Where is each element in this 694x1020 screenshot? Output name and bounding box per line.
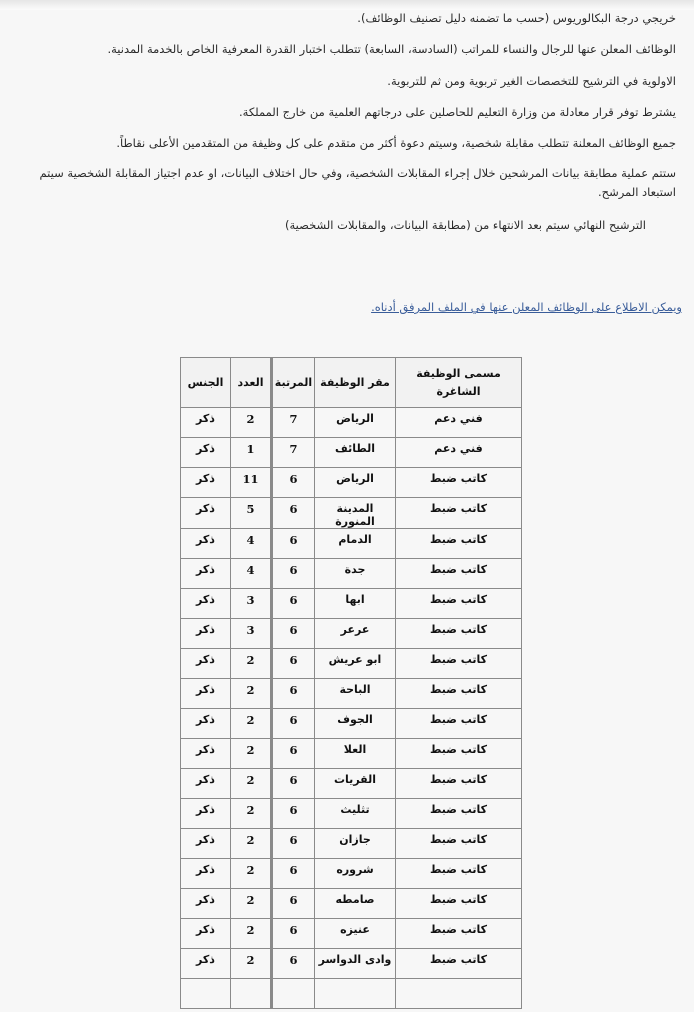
- cell-job-title: كاتب ضبط: [396, 949, 522, 979]
- cell-location: شروره: [315, 859, 396, 889]
- cell-count: 1: [231, 438, 272, 468]
- paragraph-ability-test: الوظائف المعلن عنها للرجال والنساء للمراتب (السادسة، السابعة) تتطلب اختبار القدرة المعرفية الخاص بالخدمة المدنية.: [107, 42, 676, 56]
- cell-count: 2: [231, 408, 272, 438]
- header-job-title: مسمى الوظيفة الشاغرة: [396, 358, 522, 408]
- bottom-band: [0, 1012, 694, 1020]
- cell-location: [315, 979, 396, 1009]
- cell-rank: 6: [272, 949, 315, 979]
- table-row: [181, 859, 522, 889]
- table-row: [181, 949, 522, 979]
- cell-location: الرياض: [315, 468, 396, 498]
- cell-count: 2: [231, 709, 272, 739]
- paragraph-final-nomination: الترشيح النهائي سيتم بعد الانتهاء من (مطابقة البيانات، والمقابلات الشخصية): [284, 218, 646, 232]
- cell-count: 2: [231, 859, 272, 889]
- cell-job-title: كاتب ضبط: [396, 559, 522, 589]
- table-row: [181, 829, 522, 859]
- cell-gender: ذكر: [181, 859, 231, 889]
- cell-job-title: كاتب ضبط: [396, 679, 522, 709]
- cell-count: 2: [231, 679, 272, 709]
- cell-rank: [272, 979, 315, 1009]
- cell-rank: 6: [272, 829, 315, 859]
- cell-rank: 6: [272, 769, 315, 799]
- paragraph-data-matching: ستتم عملية مطابقة بيانات المرشحين خلال إجراء المقابلات الشخصية، وفي حال اختلاف البيانات، او عدم اجتياز المقابلة الشخصية سيتم استبعاد المرشح.: [39, 166, 676, 199]
- cell-job-title: فني دعم: [396, 408, 522, 438]
- table-row: [181, 739, 522, 769]
- cell-location: الجوف: [315, 709, 396, 739]
- cell-job-title: كاتب ضبط: [396, 498, 522, 529]
- cell-job-title: كاتب ضبط: [396, 619, 522, 649]
- table-row: [181, 889, 522, 919]
- table-row: [181, 498, 522, 529]
- table-row: [181, 709, 522, 739]
- cell-count: 2: [231, 949, 272, 979]
- cell-gender: ذكر: [181, 408, 231, 438]
- cell-gender: ذكر: [181, 919, 231, 949]
- cell-gender: ذكر: [181, 949, 231, 979]
- cell-location: تثليث: [315, 799, 396, 829]
- cell-rank: 7: [272, 438, 315, 468]
- cell-location: الباحة: [315, 679, 396, 709]
- cell-gender: ذكر: [181, 889, 231, 919]
- cell-location: وادى الدواسر: [315, 949, 396, 979]
- cell-job-title: [396, 979, 522, 1009]
- paragraph-priority: الاولوية في الترشيح للتخصصات الغير تربوية ومن ثم للتربوية.: [387, 74, 676, 88]
- cell-job-title: كاتب ضبط: [396, 859, 522, 889]
- cell-job-title: كاتب ضبط: [396, 589, 522, 619]
- cell-rank: 6: [272, 589, 315, 619]
- table-row: [181, 619, 522, 649]
- paragraph-equivalency: يشترط توفر قرار معادلة من وزارة التعليم للحاصلين على درجاتهم العلمية من خارج المملكة.: [239, 105, 676, 119]
- cell-job-title: كاتب ضبط: [396, 709, 522, 739]
- cell-location: الرياض: [315, 408, 396, 438]
- cell-count: [231, 979, 272, 1009]
- cell-gender: ذكر: [181, 679, 231, 709]
- cell-job-title: كاتب ضبط: [396, 829, 522, 859]
- cell-location: الطائف: [315, 438, 396, 468]
- cell-gender: ذكر: [181, 498, 231, 529]
- cell-gender: ذكر: [181, 769, 231, 799]
- cell-location: الدمام: [315, 529, 396, 559]
- cell-location: عنيزه: [315, 919, 396, 949]
- cell-job-title: كاتب ضبط: [396, 889, 522, 919]
- cell-job-title: كاتب ضبط: [396, 468, 522, 498]
- cell-rank: 6: [272, 799, 315, 829]
- cell-job-title: كاتب ضبط: [396, 769, 522, 799]
- cell-rank: 6: [272, 739, 315, 769]
- cell-location: جازان: [315, 829, 396, 859]
- paragraph-interview: جميع الوظائف المعلنة تتطلب مقابلة شخصية، وسيتم دعوة أكثر من متقدم على كل وظيفة من المتقدمين الأعلى نقاطاً.: [116, 136, 676, 150]
- cell-location: ابها: [315, 589, 396, 619]
- cell-rank: 6: [272, 709, 315, 739]
- table-row: [181, 679, 522, 709]
- table-row: [181, 649, 522, 679]
- attached-file-link[interactable]: ويمكن الاطلاع على الوظائف المعلن عنها في الملف المرفق أدناه.: [371, 300, 682, 314]
- cell-location: عرعر: [315, 619, 396, 649]
- cell-gender: ذكر: [181, 649, 231, 679]
- table-row: [181, 438, 522, 468]
- cell-gender: ذكر: [181, 468, 231, 498]
- cell-gender: ذكر: [181, 829, 231, 859]
- cell-count: 2: [231, 919, 272, 949]
- header-location: مقر الوظيفة: [315, 358, 396, 408]
- table-header-row: [181, 358, 522, 408]
- cell-count: 2: [231, 829, 272, 859]
- table-body: [181, 408, 522, 1009]
- cell-count: 5: [231, 498, 272, 529]
- cell-gender: ذكر: [181, 589, 231, 619]
- table-row: [181, 408, 522, 438]
- vacancies-table: [180, 357, 522, 1009]
- cell-job-title: فني دعم: [396, 438, 522, 468]
- table-row: [181, 799, 522, 829]
- cell-gender: ذكر: [181, 619, 231, 649]
- cell-count: 2: [231, 889, 272, 919]
- cell-rank: 6: [272, 468, 315, 498]
- cell-count: 3: [231, 619, 272, 649]
- cell-count: 4: [231, 529, 272, 559]
- cell-job-title: كاتب ضبط: [396, 919, 522, 949]
- cell-count: 2: [231, 769, 272, 799]
- cell-gender: ذكر: [181, 799, 231, 829]
- cell-count: 4: [231, 559, 272, 589]
- cell-job-title: كاتب ضبط: [396, 529, 522, 559]
- cell-location: صامطه: [315, 889, 396, 919]
- cell-gender: ذكر: [181, 739, 231, 769]
- table-row: [181, 919, 522, 949]
- cell-location: ابو عريش: [315, 649, 396, 679]
- cell-rank: 6: [272, 498, 315, 529]
- cell-job-title: كاتب ضبط: [396, 799, 522, 829]
- cell-gender: ذكر: [181, 559, 231, 589]
- cell-rank: 6: [272, 679, 315, 709]
- header-count: العدد: [231, 358, 272, 408]
- cell-count: 3: [231, 589, 272, 619]
- cell-gender: ذكر: [181, 709, 231, 739]
- cell-rank: 7: [272, 408, 315, 438]
- header-gender: الجنس: [181, 358, 231, 408]
- table-row: [181, 769, 522, 799]
- table-row: [181, 589, 522, 619]
- table-row: [181, 559, 522, 589]
- table-row: [181, 468, 522, 498]
- table-row: [181, 979, 522, 1009]
- cell-location: المدينة المنورة: [315, 498, 396, 529]
- cell-gender: ذكر: [181, 529, 231, 559]
- cell-job-title: كاتب ضبط: [396, 649, 522, 679]
- cell-rank: 6: [272, 619, 315, 649]
- cell-rank: 6: [272, 559, 315, 589]
- cell-gender: ذكر: [181, 438, 231, 468]
- cell-gender: [181, 979, 231, 1009]
- cell-count: 11: [231, 468, 272, 498]
- cell-rank: 6: [272, 529, 315, 559]
- cell-job-title: كاتب ضبط: [396, 739, 522, 769]
- cell-location: العلا: [315, 739, 396, 769]
- header-rank: المرتبة: [272, 358, 315, 408]
- cell-rank: 6: [272, 859, 315, 889]
- cell-rank: 6: [272, 649, 315, 679]
- cell-rank: 6: [272, 889, 315, 919]
- cell-count: 2: [231, 799, 272, 829]
- cell-location: جدة: [315, 559, 396, 589]
- cell-count: 2: [231, 739, 272, 769]
- table-row: [181, 529, 522, 559]
- cell-rank: 6: [272, 919, 315, 949]
- cell-location: القريات: [315, 769, 396, 799]
- paragraph-qualification: خريجي درجة البكالوريوس (حسب ما تضمنه دليل تصنيف الوظائف).: [357, 11, 676, 25]
- cell-count: 2: [231, 649, 272, 679]
